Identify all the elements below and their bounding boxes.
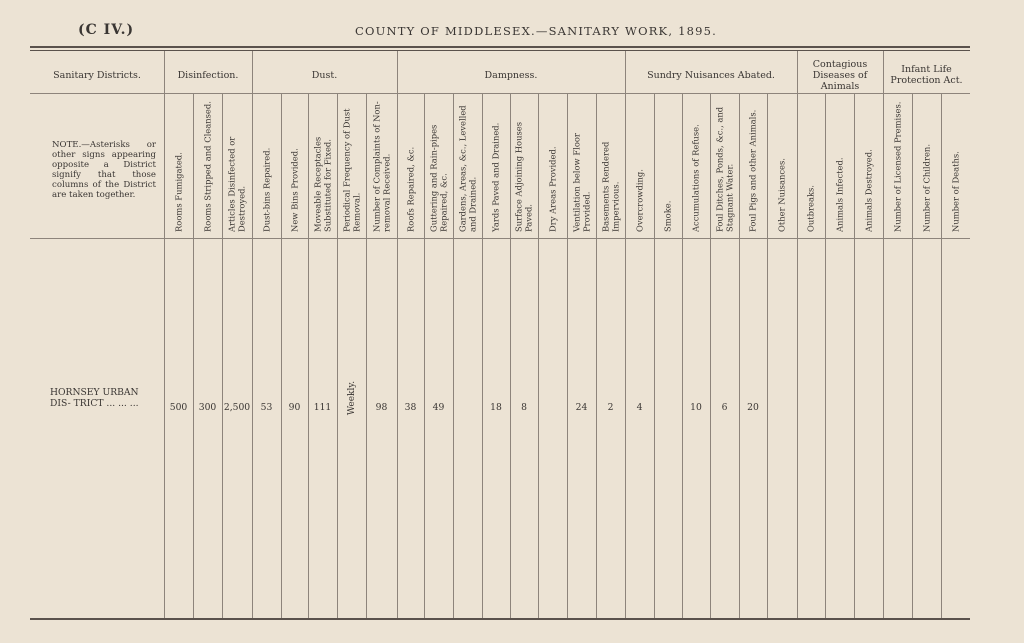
grid-line	[510, 93, 511, 618]
col-header-foul-pigs: Foul Pigs and other Animals.	[747, 109, 758, 232]
grid-line	[193, 93, 194, 618]
grid-line	[308, 93, 309, 618]
col-header-yards-paved: Yards Paved and Drained.	[490, 122, 501, 232]
grid-line	[596, 93, 597, 618]
cell-guttering: 49	[432, 402, 445, 413]
group-dampness: Dampness.	[484, 69, 538, 81]
top-rule-thin	[30, 50, 970, 51]
col-header-gardens-areas: Gardens, Areas, &c., Levelled and Drained.	[457, 105, 477, 232]
cell-surface-paved: 8	[521, 402, 527, 413]
grid-line	[654, 93, 655, 618]
col-header-new-bins: New Bins Provided.	[288, 148, 299, 232]
district-name: HORNSEY URBAN DIS- TRICT ... ... ...	[50, 387, 139, 409]
header-divider	[30, 238, 970, 239]
grid-line	[825, 93, 826, 618]
grid-line	[739, 93, 740, 618]
grid-line	[252, 51, 253, 618]
col-header-roofs-repaired: Roofs Repaired, &c.	[404, 146, 415, 232]
group-divider	[30, 93, 970, 94]
group-disinfection: Disinfection.	[177, 69, 239, 81]
grid-line	[482, 93, 483, 618]
group-dust: Dust.	[311, 69, 338, 81]
cell-basements: 2	[607, 402, 614, 413]
bottom-rule	[30, 618, 970, 620]
cell-new-bins: 90	[288, 402, 301, 413]
grid-line	[164, 51, 165, 618]
cell-foul-ditches: 6	[721, 402, 728, 413]
cell-roofs-repaired: 38	[404, 402, 417, 413]
col-header-children: Number of Children.	[920, 144, 931, 232]
note-text: NOTE.—Asterisks or other signs appearing opposite a District signify that those columns of the District are taken together.	[52, 140, 156, 200]
grid-line	[767, 93, 768, 618]
col-header-complaints: Number of Complaints of Non-removal Received.	[371, 101, 391, 232]
col-header-dry-areas: Dry Areas Provided.	[546, 146, 557, 232]
group-contagious-diseases: Contagious Diseases of Animals	[812, 58, 868, 92]
col-header-rooms-fumigated: Rooms Fumigated.	[172, 152, 183, 232]
col-header-overcrowding: Overcrowding.	[633, 169, 644, 232]
cell-refuse: 10	[690, 402, 702, 413]
grid-line	[453, 93, 454, 618]
col-header-ventilation: Ventilation below Floor Provided.	[571, 133, 591, 232]
cell-moveable-receptacles: 111	[313, 402, 332, 413]
cell-ventilation: 24	[575, 402, 588, 413]
grid-line	[366, 93, 367, 618]
group-sanitary-districts: Sanitary Districts.	[53, 69, 141, 81]
cell-overcrowding: 4	[636, 402, 643, 413]
grid-line	[281, 93, 282, 618]
col-header-other-nuisances: Other Nuisances.	[776, 158, 787, 232]
table-reference: (C IV.)	[78, 22, 135, 38]
col-header-deaths: Number of Deaths.	[949, 151, 960, 232]
col-header-animals-infected: Animals Infected.	[833, 157, 844, 232]
cell-foul-pigs: 20	[747, 402, 759, 413]
grid-line	[538, 93, 539, 618]
cell-yards-paved: 18	[490, 402, 502, 413]
grid-line	[912, 93, 913, 618]
grid-line	[337, 93, 338, 618]
col-header-refuse: Accumulations of Refuse.	[690, 124, 701, 232]
group-sundry-nuisances: Sundry Nuisances Abated.	[647, 69, 775, 81]
grid-line	[854, 93, 855, 618]
grid-line	[567, 93, 568, 618]
grid-line	[941, 93, 942, 618]
cell-dustbins-repaired: 53	[260, 402, 273, 413]
cell-articles-disinfected: 2,500	[223, 402, 251, 413]
col-header-moveable-receptacles: Moveable Receptacles Substituted for Fixed.	[312, 136, 332, 232]
col-header-smoke: Smoke.	[662, 200, 673, 232]
grid-line	[397, 51, 398, 618]
col-header-rooms-stripped: Rooms Stripped and Cleansed.	[201, 101, 212, 232]
grid-line	[710, 93, 711, 618]
page-title: COUNTY OF MIDDLESEX.—SANITARY WORK, 1895.	[355, 24, 717, 38]
top-rule	[30, 46, 970, 48]
col-header-articles-disinfected: Articles Disinfected or Destroyed.	[226, 136, 246, 232]
col-header-guttering: Guttering and Rain-pipes Repaired, &c.	[428, 124, 448, 232]
grid-line	[222, 93, 223, 618]
group-infant-life: Infant Life Protection Act.	[890, 64, 963, 86]
col-header-animals-destroyed: Animals Destroyed.	[862, 149, 873, 232]
col-header-licensed-premises: Number of Licensed Premises.	[891, 101, 902, 232]
col-header-basements: Basements Rendered Impervious.	[600, 141, 620, 232]
cell-complaints: 98	[375, 402, 388, 413]
col-header-dust-frequency: Periodical Frequency of Dust Removal.	[341, 108, 361, 232]
col-header-outbreaks: Outbreaks.	[805, 185, 816, 232]
cell-rooms-stripped: 300	[198, 402, 217, 413]
cell-dust-frequency: Weekly.	[346, 380, 357, 416]
col-header-dustbins-repaired: Dust-bins Repaired.	[260, 147, 271, 232]
grid-line	[883, 51, 884, 618]
grid-line	[625, 51, 626, 618]
col-header-foul-ditches: Foul Ditches, Ponds, &c., and Stagnant Water.	[714, 106, 734, 232]
grid-line	[797, 51, 798, 618]
grid-line	[682, 93, 683, 618]
col-header-surface-paved: Surface Adjoining Houses Paved.	[513, 121, 533, 232]
cell-rooms-fumigated: 500	[169, 402, 188, 413]
grid-line	[424, 93, 425, 618]
